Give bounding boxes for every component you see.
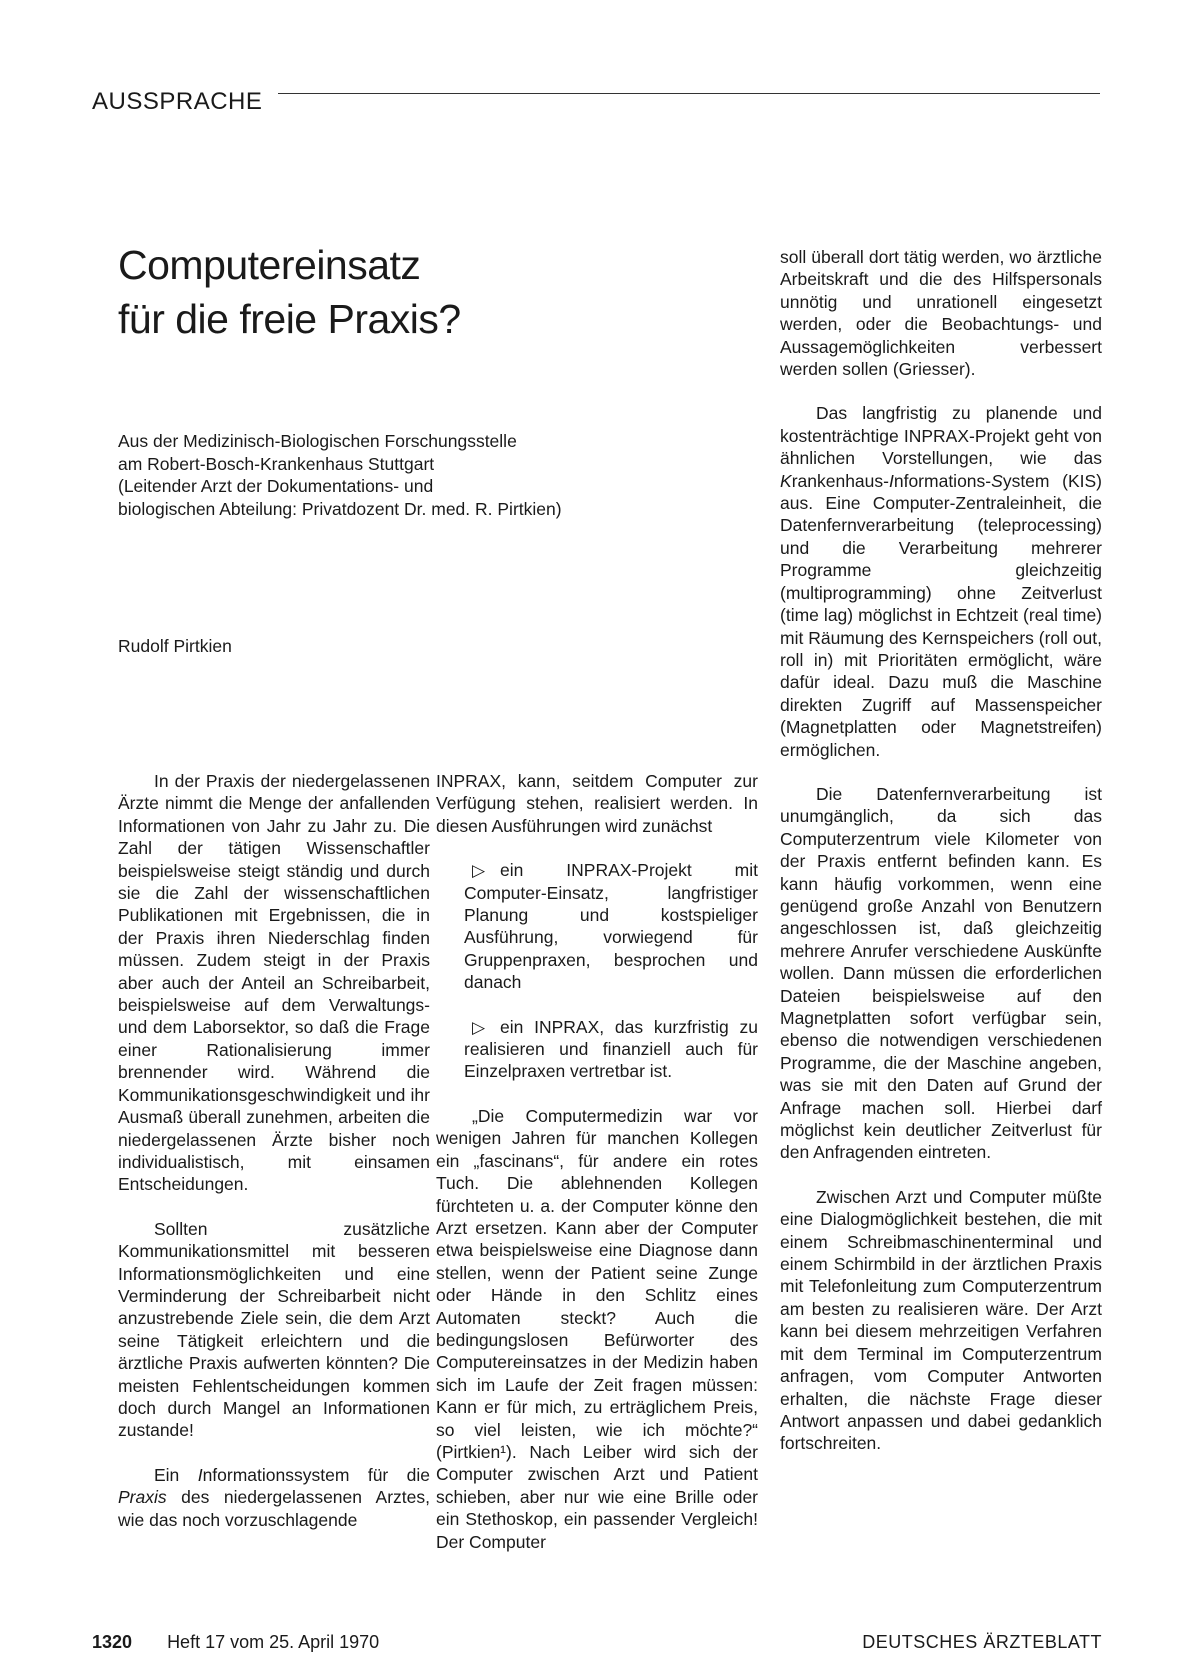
italic-run: I xyxy=(888,470,894,491)
paragraph: soll überall dort tätig werden, wo ärztliche Arbeitskraft und die des Hilfspersonals unnötig und unrationell eingesetzt werden, oder die Beobachtungs- und Aussagemöglichkeiten verbessert werden sollen (Griesser). xyxy=(780,247,1102,380)
header-rule xyxy=(278,93,1100,94)
text-run: rankenhaus- xyxy=(791,470,889,491)
text-run: des niedergelassenen Arztes, wie das noch vorzuschlagende xyxy=(118,1487,430,1530)
affiliation-line: am Robert-Bosch-Krankenhaus Stuttgart xyxy=(118,453,435,474)
title-line-2: für die freie Praxis? xyxy=(118,296,461,342)
article-title xyxy=(118,238,718,346)
paragraph: Zwischen Arzt und Computer müßte eine Dialogmöglichkeit bestehen, die mit einem Schreibmaschinenterminal und einem Schirmbild in der ärztlichen Praxis mit Telefonleitung zum Computerzentrum am besten zu realisieren wäre. Der Arzt kann bei diesem mehrzeitigen Verfahren mit dem Terminal im Computerzentrum anfragen, vom Computer Antworten erhalten, die nächste Frage dieser Antwort anpassen und dabei gedanklich fortschreiten. xyxy=(780,1186,1102,1454)
bullet-item xyxy=(436,1016,758,1083)
text-run: ystem (KIS) aus. Eine Computer-Zentraleinheit, die Datenfernverarbeitung (teleprocessing) und die Verarbeitung mehrerer Programme gleichzeitig (multiprogramming) ohne Zeitverlust (time lag) möglichst in Echtzeit (real time) mit Räumung des Kernspeichers (roll out, roll in) mit Prioritäten ermöglicht, wäre dafür ideal. Dazu muß die Maschine direkten Zugriff auf Massenspeicher (Magnetplatten oder Magnetstreifen) ermöglichen. xyxy=(780,470,1102,760)
title-line-1: Computereinsatz xyxy=(118,242,421,288)
italic-run: I xyxy=(197,1464,203,1485)
bullet-item xyxy=(436,859,758,993)
page-footer xyxy=(92,1632,1102,1653)
affiliation xyxy=(118,430,678,520)
paragraph xyxy=(118,1464,430,1531)
text-run: Ein xyxy=(154,1464,198,1485)
text-run: Das langfristig zu planende und kostenträchtige INPRAX-Projekt geht von ähnlichen Vorstellungen, wie das xyxy=(780,403,1102,469)
author-name: Rudolf Pirtkien xyxy=(118,636,232,656)
bullet-text: ein INPRAX-Projekt mit Computer-Einsatz, langfristiger Planung und kostspieliger Ausführung, vorwiegend für Gruppenpraxen, besprochen und danach xyxy=(464,860,758,993)
text-column-1 xyxy=(118,770,430,1553)
page-number: 1320 xyxy=(92,1632,133,1652)
paragraph: „Die Computermedizin war vor wenigen Jahren für manchen Kollegen ein „fascinans“, für andere ein rotes Tuch. Die ablehnenden Kollegen fürchteten u. a. der Computer könne den Arzt ersetzen. Kann aber der Computer etwa beispielsweise eine Diagnose dann stellen, wenn der Patient seine Zunge oder Hände in den Schlitz eines Automaten steckt? Auch die bedingungslosen Befürworter des Computereinsatzes in der Medizin haben sich im Laufe der Zeit fragen müssen: Kann er für mich, zu erträglichem Preis, so viel leisten, wie ich möchte?“ (Pirtkien¹). Nach Leiber wird sich der Computer zwischen Arzt und Patient schieben, aber nur wie eine Brille oder ein Stethoskop, ein passender Vergleich! Der Computer xyxy=(436,1105,758,1552)
italic-run: S xyxy=(991,470,1003,491)
bullet-text: ein INPRAX, das kurzfristig zu realisieren und finanziell auch für Einzelpraxen vertretbar ist. xyxy=(464,1016,758,1082)
affiliation-line: Aus der Medizinisch-Biologischen Forschungsstelle xyxy=(118,431,517,451)
italic-run: Praxis xyxy=(118,1487,167,1508)
journal-name: DEUTSCHES ÄRZTEBLATT xyxy=(862,1632,1102,1652)
triangle-bullet-icon: ▷ xyxy=(472,861,486,881)
paragraph: In der Praxis der niedergelassenen Ärzte nimmt die Menge der anfallenden Informationen von Jahr zu Jahr zu. Die Zahl der tätigen Wissenschaftler beispielsweise steigt ständig und durch sie die Zahl der wissenschaftlichen Publikationen mit Ergebnissen, die in der Praxis ihren Niederschlag finden müssen. Zudem steigt in der Praxis aber auch der Anteil an Schreibarbeit, beispielsweise auf dem Verwaltungs- und dem Laborsektor, so daß die Frage einer Rationalisierung immer brennender wird. Während die Kommunikationsgeschwindigkeit und ihr Ausmaß überall zunehmen, arbeiten die niedergelassenen Ärzte bisher noch individualistisch, mit einsamen Entscheidungen. xyxy=(118,771,430,1195)
triangle-bullet-icon: ▷ xyxy=(472,1017,486,1037)
issue-info: Heft 17 vom 25. April 1970 xyxy=(167,1632,380,1652)
paragraph xyxy=(780,402,1102,761)
text-column-2 xyxy=(436,770,758,1575)
paragraph: Die Datenfernverarbeitung ist unumgänglich, da sich das Computerzentrum viele Kilometer von der Praxis entfernt befinden kann. Es kann häufig vorkommen, wenn eine genügend große Anzahl von Benutzern angeschlossen ist, daß gleichzeitig mehrere Anrufer verschiedene Auskünfte wollen. Dann müssen die erforderlichen Dateien beispielsweise auf den Magnetplatten sofort verfügbar sein, ebenso die notwendigen verschiedenen Programme, die der Maschine angeben, was sie mit den Daten auf Grund der Anfrage machen soll. Hierbei darf möglichst kein deutlicher Zeitverlust für den Anfragenden eintreten. xyxy=(780,783,1102,1163)
italic-run: K xyxy=(780,470,792,491)
text-run: nformationssystem für die xyxy=(202,1464,431,1485)
affiliation-line: (Leitender Arzt der Dokumentations- und xyxy=(118,476,434,496)
section-label: AUSSPRACHE xyxy=(92,88,263,115)
affiliation-line: biologischen Abteilung: Privatdozent Dr. med. R. Pirtkien) xyxy=(118,498,562,519)
text-run: nformations- xyxy=(893,470,992,491)
text-column-3 xyxy=(780,246,1102,1477)
paragraph: Sollten zusätzliche Kommunikationsmittel mit besseren Informationsmöglichkeiten und eine Verminderung der Schreibarbeit nicht anzustrebende Ziele sein, die dem Arzt seine Tätigkeit erleichtern und die ärztliche Praxis aufwerten könnten? Die meisten Fehlentscheidungen kommen doch durch Mangel an Informationen zustande! xyxy=(118,1218,430,1441)
paragraph: INPRAX, kann, seitdem Computer zur Verfügung stehen, realisiert werden. In diesen Ausführungen wird zunächst xyxy=(436,771,758,836)
